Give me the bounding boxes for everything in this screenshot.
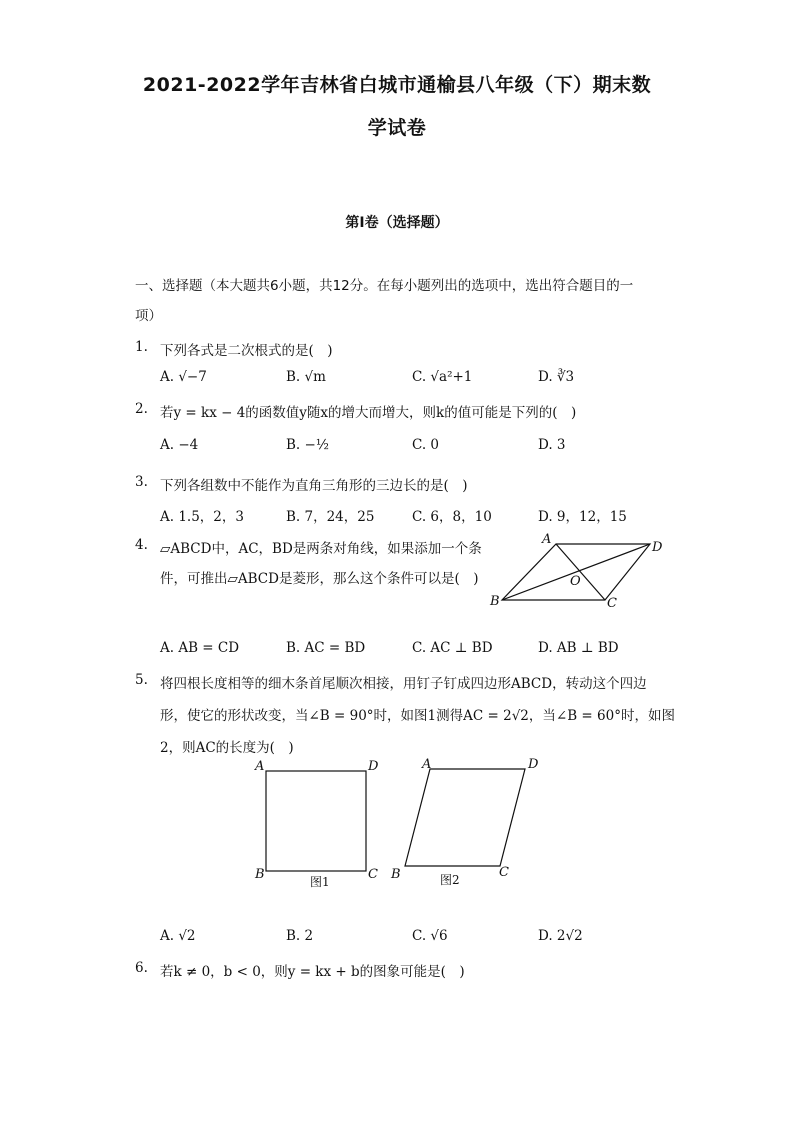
fig1-label-b: B — [255, 867, 265, 882]
label-o: O — [570, 574, 581, 589]
fig2-label-c: C — [499, 865, 509, 880]
question-1-option-c: C. √a²+1 — [412, 369, 473, 385]
question-1-option-d: D. ∛3 — [538, 369, 575, 385]
question-5-option-a: A. √2 — [160, 928, 196, 944]
fig2-label-d: D — [528, 757, 539, 772]
rhombus-figures — [250, 755, 550, 895]
question-2-option-a: A. −4 — [160, 437, 199, 453]
question-2-option-d: D. 3 — [538, 437, 566, 453]
question-1-number: 1. — [135, 339, 148, 355]
parallelogram-figure — [480, 530, 680, 610]
fig1-label-c: C — [368, 867, 378, 882]
question-4-option-a: A. AB = CD — [160, 640, 240, 656]
question-3-option-d: D. 9，12，15 — [538, 509, 627, 525]
question-3-option-a: A. 1.5，2，3 — [160, 509, 244, 525]
question-5-text-line1: 将四根长度相等的细木条首尾顺次相接，用钉子钉成四边形ABCD，转动这个四边 — [160, 676, 647, 692]
label-d: D — [652, 540, 663, 555]
question-4-text-line2: 件，可推出▱ABCD是菱形，那么这个条件可以是( ) — [160, 571, 479, 587]
question-4-option-b: B. AC = BD — [286, 640, 366, 656]
question-2-option-b: B. −½ — [286, 437, 329, 453]
section-heading-line2: 项） — [135, 308, 162, 324]
fig1-label-a: A — [255, 759, 265, 774]
question-5-option-c: C. √6 — [412, 928, 448, 944]
fig2-caption: 图2 — [440, 873, 460, 887]
question-2-number: 2. — [135, 401, 148, 417]
figure-1-square — [266, 771, 366, 871]
label-c: C — [607, 596, 617, 610]
question-6-text: 若k ≠ 0，b < 0，则y = kx + b的图象可能是( ) — [160, 964, 465, 980]
question-5-number: 5. — [135, 672, 148, 688]
fig1-label-d: D — [368, 759, 379, 774]
question-3-option-b: B. 7，24，25 — [286, 509, 375, 525]
question-4-option-c: C. AC ⊥ BD — [412, 640, 493, 656]
question-4-text-line1: ▱ABCD中，AC，BD是两条对角线，如果添加一个条 — [160, 541, 482, 557]
document-title-line2: 学试卷 — [367, 117, 427, 139]
question-5-text-line2: 形，使它的形状改变，当∠B = 90°时，如图1测得AC = 2√2，当∠B = 60°时，如图 — [160, 708, 675, 724]
question-2-text: 若y = kx − 4的函数值y随x的增大而增大，则k的值可能是下列的( ) — [160, 405, 577, 421]
document-title-line1: 2021-2022学年吉林省白城市通榆县八年级（下）期末数 — [142, 74, 652, 96]
question-1-option-b: B. √m — [286, 369, 326, 385]
question-1-text: 下列各式是二次根式的是( ) — [160, 343, 333, 359]
question-6-number: 6. — [135, 960, 148, 976]
part-title: 第I卷（选择题） — [345, 215, 449, 231]
diagonal-ac — [556, 544, 605, 600]
question-3-option-c: C. 6，8，10 — [412, 509, 492, 525]
fig2-label-b: B — [391, 867, 401, 882]
question-4-number: 4. — [135, 537, 148, 553]
question-5-option-d: D. 2√2 — [538, 928, 583, 944]
question-4-option-d: D. AB ⊥ BD — [538, 640, 619, 656]
question-5-text-line3: 2，则AC的长度为( ) — [160, 740, 294, 756]
figure-2-rhombus — [405, 769, 525, 866]
fig1-caption: 图1 — [310, 875, 330, 889]
question-3-number: 3. — [135, 474, 148, 490]
fig2-label-a: A — [422, 757, 432, 772]
label-b: B — [490, 594, 500, 609]
label-a: A — [542, 532, 552, 547]
question-5-option-b: B. 2 — [286, 928, 314, 944]
question-2-option-c: C. 0 — [412, 437, 440, 453]
question-3-text: 下列各组数中不能作为直角三角形的三边长的是( ) — [160, 478, 468, 494]
section-heading-line1: 一、选择题（本大题共6小题，共12分。在每小题列出的选项中，选出符合题目的一 — [135, 278, 634, 294]
question-1-option-a: A. √−7 — [160, 369, 207, 385]
